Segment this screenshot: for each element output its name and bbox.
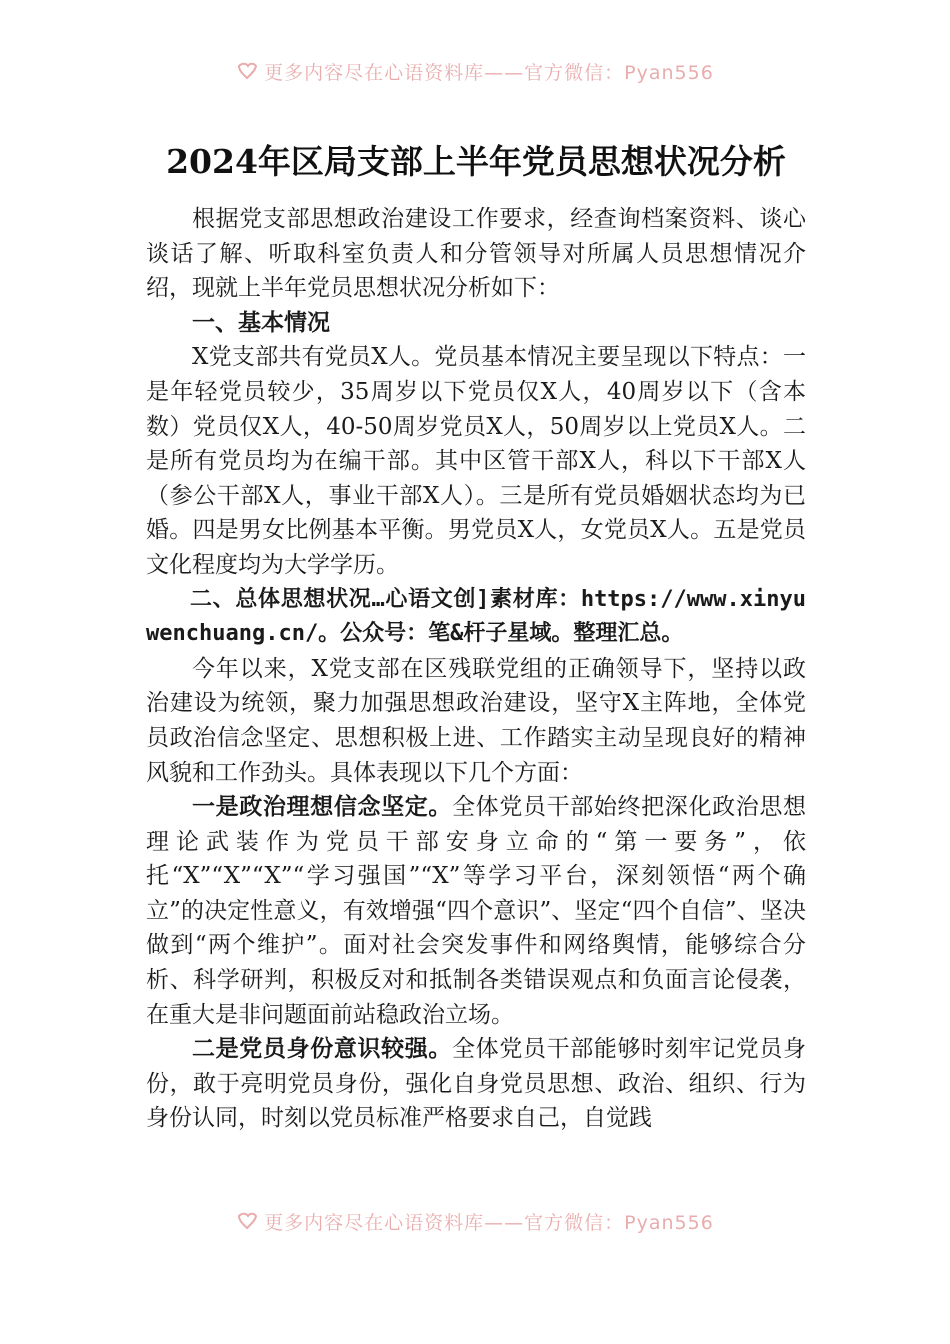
intro-paragraph: 根据党支部思想政治建设工作要求，经查询档案资料、谈心谈话了解、听取科室负责人和分管领导对所属人员思想情况介绍，现就上半年党员思想状况分析如下：: [146, 206, 806, 302]
watermark-text: 更多内容尽在心语资料库——官方微信：Pyan556: [264, 61, 714, 84]
document-title: 2024年区局支部上半年党员思想状况分析: [166, 142, 786, 181]
party-identity-text: 全体党员干部能够时刻牢记党员身份，敢于亮明党员身份，强化自身党员思想、政治、组织、行为身份认同，时刻以党员标准严格要求自己，自觉践: [146, 1036, 806, 1132]
watermark-header: [0, 54, 950, 88]
document-body: [146, 136, 806, 1202]
political-belief-lead: 一是政治理想信念坚定。: [192, 793, 453, 821]
political-belief-paragraph: [146, 790, 806, 1032]
political-belief-text: 全体党员干部始终把深化政治思想理论武装作为党员干部安身立命的“第一要务”，依托“X”“X”“X”“学习强国”“X”等学习平台，深刻领悟“两个确立”的决定性意义，有效增强“四个意识”、坚定“四个自信”、坚决做到“两个维护”。面对社会突发事件和网络舆情，能够综合分析、科学研判，积极反对和抵制各类错误观点和负面言论侵袭，在重大是非问题面前站稳政治立场。: [146, 794, 806, 1028]
logo-icon: [236, 1212, 258, 1230]
watermark-footer: [0, 1204, 950, 1238]
section-heading-basic-info: 一、基本情况: [192, 308, 330, 336]
watermark-text: 更多内容尽在心语资料库——官方微信：Pyan556: [264, 1211, 714, 1234]
overall-paragraph: 今年以来，X党支部在区残联党组的正确领导下，坚持以政治建设为统领，聚力加强思想政治建设，坚守X主阵地，全体党员政治信念坚定、思想积极上进、工作踏实主动呈现良好的精神风貌和工作劲头。具体表现以下几个方面：: [146, 655, 806, 786]
logo-icon: [236, 62, 258, 80]
basic-info-paragraph: X党支部共有党员X人。党员基本情况主要呈现以下特点：一是年轻党员较少，35周岁以下党员仅X人，40周岁以下（含本数）党员仅X人，40-50周岁党员X人，50周岁以上党员X人。二是所有党员均为在编干部。其中区管干部X人，科以下干部X人（参公干部X人，事业干部X人）。三是所有党员婚姻状态均为已婚。四是男女比例基本平衡。男党员X人，女党员X人。五是党员文化程度均为大学学历。: [146, 344, 806, 578]
party-identity-paragraph: [146, 1032, 806, 1136]
party-identity-lead: 二是党员身份意识较强。: [192, 1035, 453, 1063]
section-heading-overall-thinking: 二、总体思想状况…心语文创]素材库：https://www.xinyuwenchuang.cn/。公众号：笔&杆子星域。整理汇总。: [146, 586, 806, 647]
